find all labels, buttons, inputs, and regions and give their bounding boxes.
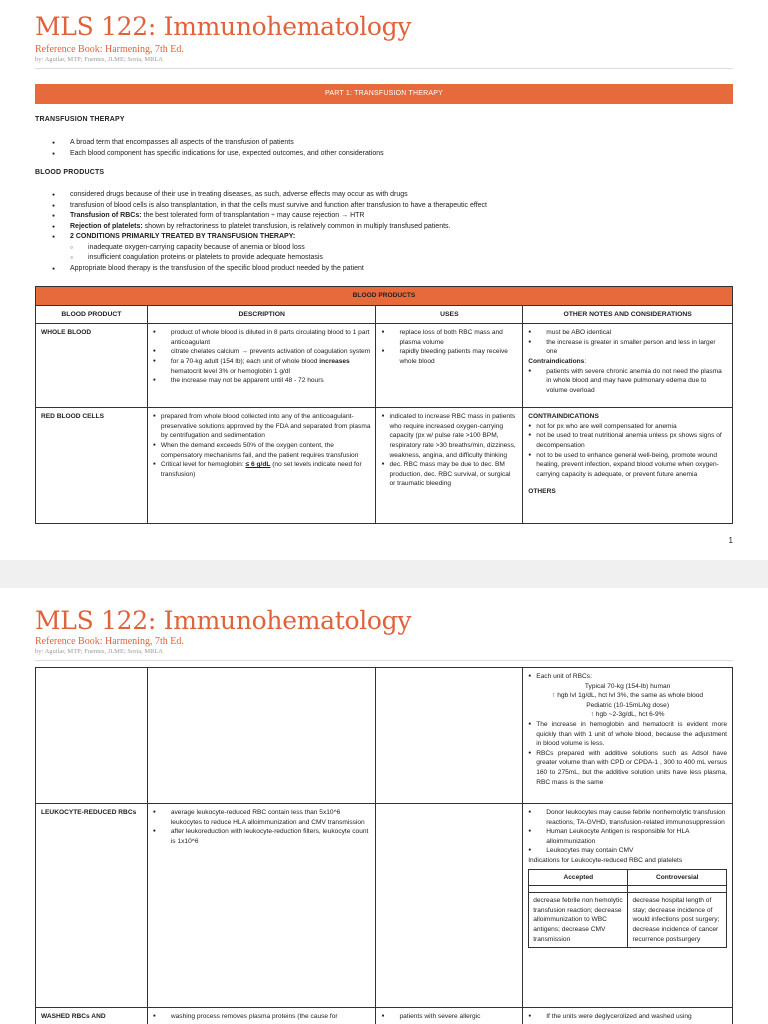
list-item: ● the increase is greater in smaller person and less in larger one [528,338,727,357]
notes-cell [523,804,733,1008]
item-text: Critical level for hemoglobin: [160,461,246,469]
table-row [36,668,733,804]
notes-cell [523,668,733,804]
list-item: ● average leukocyte-reduced RBC contain less than 5x10^6 leukocytes to reduce HLA alloimmunization and CMV transmission [153,808,371,827]
column-header: DESCRIPTION [147,305,376,324]
column-header: OTHER NOTES AND CONSIDERATIONS [523,305,733,324]
list-item: ● after leukoreduction with leukocyte-reduction filters, leukocyte count is 1x10^6 [153,827,371,846]
list-item: ● dec. RBC mass may be due to dec. BM production, dec. RBC survival, or surgical or traumatic bleeding [381,460,517,489]
reference-line: Reference Book: Harmening, 7th Ed. [35,44,184,55]
sub-list-item: ○ inadequate oxygen-carrying capacity because of anemia or blood loss [52,243,487,254]
blood-products-list [52,190,487,274]
column-header: USES [376,305,523,324]
part-banner: PART 1: TRANSFUSION THERAPY [35,84,733,104]
spacer-cell [628,886,727,893]
controversial-header: Controversial [628,869,727,886]
list-item: ● Each unit of RBCs: [528,672,727,682]
product-name: WASHED RBCs AND [36,1008,148,1024]
list-item: ● washing process removes plasma proteins (the cause for [153,1012,371,1022]
authors-line: by: Aguilar, MTP; Fuentes, JLME; Soria, MRLA [35,56,164,63]
list-item: ● transfusion of blood cells is also transplantation, in that the cells must survive and function after transfusion to have a therapeutic effect [52,201,487,212]
header-divider [35,660,733,661]
note-line: ↑ hgb ~2-3g/dL, hct 6-9% [590,711,665,719]
product-name: LEUKOCYTE-REDUCED RBCs [36,804,148,1008]
list-item: ● If the units were deglycerolized and washed using [528,1012,727,1022]
authors-line: by: Aguilar, MTP; Fuentes, JLME; Soria, MRLA [35,648,164,655]
others-heading: OTHERS [528,488,556,496]
list-item: ● replace loss of both RBC mass and plasma volume [381,328,517,347]
bold-term: 2 CONDITIONS PRIMARILY TREATED BY TRANSFUSION THERAPY: [70,233,296,240]
list-item: ● product of whole blood is diluted in 8 parts circulating blood to 1 part anticoagulant [153,328,371,347]
bold-term: Transfusion of RBCs: [70,212,142,219]
list-item: ● Each blood component has specific indications for use, expected outcomes, and other considerations [52,149,384,160]
accepted-header: Accepted [529,869,628,886]
contraindications-heading: CONTRAINDICATIONS [528,413,599,421]
product-name: RED BLOOD CELLS [36,408,148,524]
sub-list-item: ○ insufficient coagulation proteins or platelets to provide adequate hemostasis [52,253,487,264]
section-heading-transfusion-therapy: TRANSFUSION THERAPY [35,116,125,123]
list-item: ● When the demand exceeds 50% of the oxygen content, the compensatory mechanisms fail, and the patient requires transfusion [153,441,371,460]
bold-term: Rejection of platelets: [70,222,143,230]
item-text: (no set levels indicate need for transfusion) [160,461,362,478]
indications-table [528,869,727,949]
spacer-cell [529,886,628,893]
blood-products-table-continued [35,667,733,1024]
indications-text: Indications for Leukocyte-reduced RBC and platelets [528,856,683,864]
note-line: Pediatric (10-15mL/kg dose) [586,701,670,709]
list-item: ● Human Leukocyte Antigen is responsible for HLA alloimmunization [528,827,727,846]
notes-cell [523,1008,733,1024]
bold-term: increases [319,357,350,365]
item-text: the best tolerated form of transplantation ÷ may cause rejection → HTR [141,212,365,219]
list-item [153,460,371,479]
description-cell [147,408,376,524]
note-line: ↑ hgb lvl 1g/dL, hct lvl 3%, the same as whole blood [552,692,704,700]
contraindications-label: Contraindications [528,357,585,365]
reference-line: Reference Book: Harmening, 7th Ed. [35,636,184,647]
list-item: ● not for px who are well compensated for anemia [528,422,727,432]
empty-cell [147,668,376,804]
list-item [52,222,487,233]
transfusion-therapy-list [52,138,384,159]
page-number: 1 [728,536,733,545]
notes-cell: ● must be ABO identical ● the increase is greater in smaller person and less in larger one Contraindications: ● patients with severe chronic anemia do not need the plasma in whole blood and may have pulmonary edema due to volume overload [523,324,733,408]
table-row [36,324,733,408]
list-item: ● the increase may not be apparent until 48 - 72 hours [153,376,371,386]
table-row [36,408,733,524]
item-text: for a 70-kg adult (154 lb); each unit of whole blood [170,357,320,365]
table-row [36,1008,733,1024]
list-item: ● Donor leukocytes may cause febrile nonhemolytic transfusion reactions, TA-GVHD, transfusion-related immunosuppression [528,808,727,827]
controversial-cell: decrease hospital length of stay; decrease incidence of would infections post surgery; decrease incidence of cancer recurrence postsurgery [628,893,727,948]
list-item: ● must be ABO identical [528,328,727,338]
empty-cell [376,668,523,804]
notes-cell [523,408,733,524]
item-text: hematocrit level 3% or hemoglobin 1 g/dl [170,367,290,375]
uses-cell [376,1008,523,1024]
table-row [36,804,733,1008]
header-divider [35,68,733,69]
uses-cell [376,804,523,1008]
page-gap [0,560,768,588]
uses-cell [376,324,523,408]
description-cell [147,804,376,1008]
document-title: MLS 122: Immunohematology [35,12,412,41]
list-item: ● not to be used to enhance general well-being, promote wound healing, prevent infection, expand blood volume when oxygen-carrying capacity is adequate, or prevent future anemia [528,451,727,480]
uses-cell [376,408,523,524]
list-item [153,357,371,376]
list-item: ● Leukocytes may contain CMV [528,846,727,856]
section-heading-blood-products: BLOOD PRODUCTS [35,169,105,176]
blood-products-table [35,286,733,524]
table-title: BLOOD PRODUCTS [36,287,733,306]
item-text: shown by refractoriness to platelet transfusion, is relatively common in multiply transfused patients. [142,222,451,230]
empty-cell [36,668,148,804]
list-item [52,211,487,222]
description-cell [147,1008,376,1024]
list-item: ● considered drugs because of their use in treating diseases, as such, adverse effects may occur as with drugs [52,190,487,201]
bold-term: ≤ 6 g/dL [245,461,271,469]
list-item: ● patients with severe allergic [381,1012,517,1022]
list-item: ● prepared from whole blood collected into any of the anticoagulant-preservative solutions approved by the FDA and separated from plasma by centrifugation and sedimentation [153,412,371,441]
list-item: ● indicated to increase RBC mass in patients who require increased oxygen-carrying capacity (px w/ pulse rate >100 BPM, respiratory rate >30 breaths/min, dizziness, weakness, angina, and difficulty thinking [381,412,517,460]
list-item [52,232,487,243]
document-page-2 [0,588,768,1024]
list-item: ● citrate chelates calcium → prevents activation of coagulation system [153,347,371,357]
list-item: ● rapidly bleeding patients may receive whole blood [381,347,517,366]
accepted-cell: decrease febrile non hemolytic transfusion reaction; decrease alloimmunization to WBC antigens; decrease CMV transmission [529,893,628,948]
column-header: BLOOD PRODUCT [36,305,148,324]
note-line: Typical 70-kg (154-lb) human [584,682,671,690]
list-item: ● not be used to treat nutritional anemia unless px shows signs of decompensation [528,431,727,450]
product-name: WHOLE BLOOD [36,324,148,408]
list-item: ● Appropriate blood therapy is the transfusion of the specific blood product needed by the patient [52,264,487,275]
list-item: ● patients with severe chronic anemia do not need the plasma in whole blood and may have pulmonary edema due to volume overload [528,367,727,396]
list-item: ● RBCs prepared with additive solutions such as Adsol have greater volume than with CPD or CPDA-1 , 300 to 400 mL versus 160 to 275mL, but the additive solution units have less plasma, RBC mass is the same [528,749,727,787]
list-item: ● A broad term that encompasses all aspects of the transfusion of patients [52,138,384,149]
document-title: MLS 122: Immunohematology [35,606,412,635]
list-item: ● The increase in hemoglobin and hematocrit is evident more quickly than with 1 unit of whole blood, because the adjustment in blood volume is less. [528,720,727,749]
description-cell [147,324,376,408]
